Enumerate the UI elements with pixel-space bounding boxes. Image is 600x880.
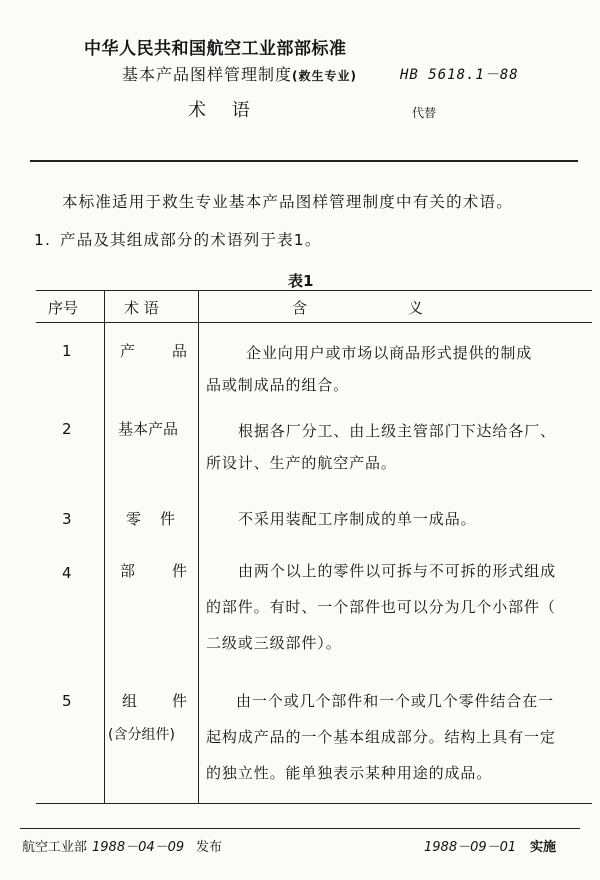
- table-caption: 表1: [288, 272, 314, 290]
- document-title-qualifier: (救生专业): [292, 69, 357, 83]
- clause-text: 产品及其组成部分的术语列于表1。: [60, 231, 322, 249]
- standard-code: HB 5618.1－88: [400, 67, 519, 83]
- issuer: 航空工业部: [22, 840, 88, 855]
- term-char: 组: [122, 692, 138, 710]
- replaces-label: 代替: [412, 106, 437, 120]
- row-number: 3: [62, 510, 72, 528]
- table-column-divider: [198, 290, 199, 803]
- clause-number: 1.: [34, 231, 52, 249]
- definition-line: 品或制成品的组合。: [206, 376, 350, 394]
- definition-line: 不采用装配工序制成的单一成品。: [238, 510, 477, 528]
- column-header-term: 术 语: [124, 299, 159, 317]
- column-header-sn: 序号: [48, 299, 79, 317]
- definition-line: 企业向用户或市场以商品形式提供的制成: [246, 344, 533, 362]
- row-number: 4: [62, 564, 72, 582]
- term-char: 品: [172, 342, 188, 360]
- header-divider: [30, 160, 578, 162]
- term-char: 部: [120, 562, 136, 580]
- effective-date: 1988－09－01: [424, 840, 517, 855]
- row-number: 5: [62, 692, 72, 710]
- footer-divider: [20, 828, 580, 829]
- term-char: 零: [126, 510, 142, 528]
- term-char: 件: [172, 562, 188, 580]
- term: 基本产品: [118, 420, 179, 438]
- document-title-main: 基本产品图样管理制度: [122, 65, 293, 84]
- issue-date: 1988－04－09: [92, 840, 185, 855]
- table-column-divider: [104, 290, 105, 803]
- definition-line: 起构成产品的一个基本组成部分。结构上具有一定: [206, 728, 556, 746]
- term-note: (含分组件): [108, 727, 175, 743]
- definition-line: 的独立性。能单独表示某种用途的成品。: [206, 764, 493, 782]
- term-char: 件: [172, 692, 188, 710]
- column-header-def-a: 含: [292, 299, 308, 317]
- term-char: 产: [120, 342, 136, 360]
- document-subtitle: 术 语: [188, 100, 260, 121]
- table-header-divider: [36, 322, 592, 323]
- effective-label: 实施: [530, 840, 557, 855]
- definition-line: 的部件。有时、一个部件也可以分为几个小部件（: [206, 598, 556, 616]
- intro-paragraph: 本标准适用于救生专业基本产品图样管理制度中有关的术语。: [62, 193, 513, 211]
- document-title: [122, 62, 357, 85]
- issue-label: 发布: [196, 840, 223, 855]
- definition-line: 由两个以上的零件以可拆与不可拆的形式组成: [238, 562, 557, 580]
- definition-line: 二级或三级部件）。: [206, 634, 342, 652]
- term-char: 件: [160, 510, 176, 528]
- row-number: 1: [62, 342, 72, 360]
- row-number: 2: [62, 420, 72, 438]
- clause-1: [34, 228, 322, 250]
- column-header-def-b: 义: [408, 299, 424, 317]
- definition-line: 根据各厂分工、由上级主管部门下达给各厂、: [238, 422, 557, 440]
- standard-org-title: 中华人民共和国航空工业部部标准: [84, 39, 347, 59]
- definition-line: 所设计、生产的航空产品。: [206, 454, 397, 472]
- definition-line: 由一个或几个部件和一个或几个零件结合在一: [236, 692, 555, 710]
